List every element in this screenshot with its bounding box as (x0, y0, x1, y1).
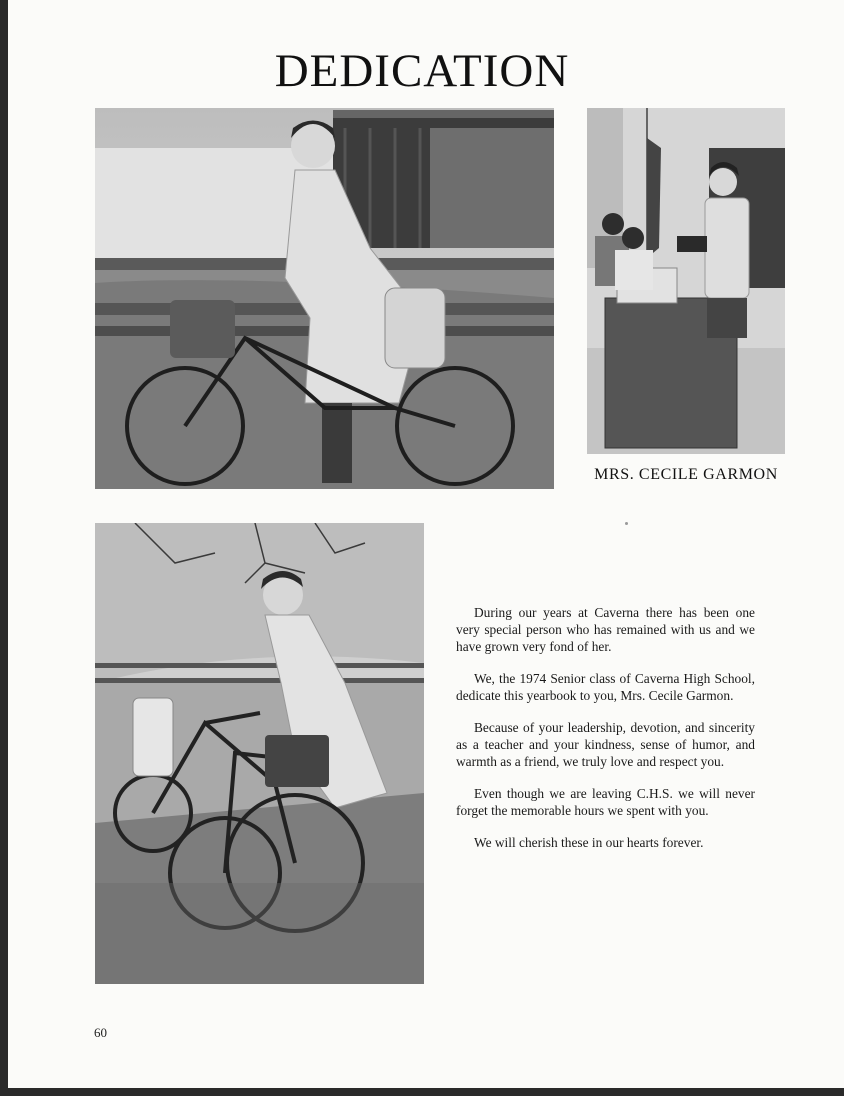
dedication-paragraph-3: Because of your leadership, devotion, and sincerity as a teacher and your kindness, sense of humor, and warmth as a friend, we truly love and respect you. (456, 720, 755, 769)
dedication-paragraph-2: We, the 1974 Senior class of Caverna High School, dedicate this yearbook to you, Mrs. Cecile Garmon. (456, 671, 755, 703)
print-speck (625, 522, 628, 525)
dedication-paragraph-4: Even though we are leaving C.H.S. we will never forget the memorable hours we spent with you. (456, 786, 755, 818)
photo-classroom (587, 108, 785, 454)
photo-bicycle-bridge (95, 108, 554, 489)
dedication-paragraph-5: We will cherish these in our hearts forever. (474, 835, 704, 850)
page-title: DEDICATION (274, 45, 570, 97)
page-number: 60 (94, 1025, 107, 1040)
dedication-text (456, 604, 755, 866)
photo-bicycles-lawn (95, 523, 424, 984)
dedication-paragraph-1: During our years at Caverna there has been one very special person who has remained with us and we have grown very fond of her. (456, 605, 755, 654)
photo-caption: MRS. CECILE GARMON (594, 466, 778, 483)
